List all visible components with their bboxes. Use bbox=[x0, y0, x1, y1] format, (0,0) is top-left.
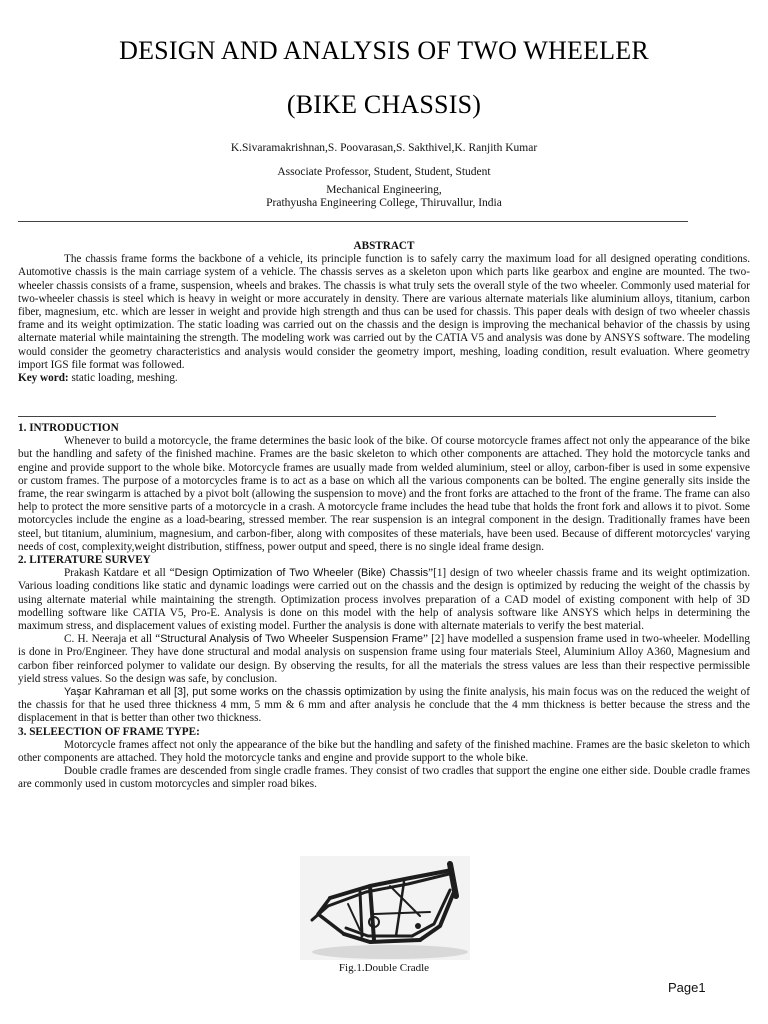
paper-title-line-2: (BIKE CHASSIS) bbox=[286, 90, 482, 119]
college: Prathyusha Engineering College, Thiruvallur, India bbox=[266, 197, 502, 209]
keywords-label: Key word: bbox=[18, 372, 69, 385]
body-sections bbox=[18, 422, 750, 792]
frame-paragraph-2: Double cradle frames are descended from single cradle frames. They consist of two cradles that support the engine one either side. Double cradle frames are commonly used in custom motorcycles and simpler road bikes. bbox=[18, 765, 750, 791]
author-designations: Associate Professor, Student, Student, Student bbox=[277, 166, 491, 178]
chassis-frame-drawing bbox=[300, 856, 470, 960]
survey-paragraph-1 bbox=[18, 567, 750, 633]
survey-p1-title: Design Optimization of Two Wheeler (Bike) Chassis bbox=[174, 567, 429, 580]
survey-p3-lead: Yaşar Kahraman et all [3], put some works on the chassis optimization bbox=[64, 686, 402, 699]
department: Mechanical Engineering, bbox=[326, 184, 442, 196]
abstract-heading: ABSTRACT bbox=[353, 240, 415, 252]
survey-p2-body: ” [2] have modelled a suspension frame used in two-wheeler. Modelling is done in Pro/Engineer. They have done structural and modal analysis on suspension frame using four materials Steel, Aluminium Alloy A360, Magnesium and carbon fiber reinforced polymer to validate our design. By observing the results, for all the materials the stress values are less than their respective permissible yield stress values. So the design was safe, by conclusion. bbox=[18, 633, 750, 685]
frame-heading: 3. SELEECTION OF FRAME TYPE: bbox=[18, 725, 200, 738]
survey-p1-lead: Prakash Katdare et all “ bbox=[64, 567, 175, 580]
authors: K.Sivaramakrishnan,S. Poovarasan,S. Sakthivel,K. Ranjith Kumar bbox=[230, 142, 538, 154]
frame-paragraph-1: Motorcycle frames affect not only the appearance of the bike but the handling and safety of the finished machine. Frames are the basic skeleton to which other components are attached. They hold the motorcycle tanks and engine and provide support to the whole bike. bbox=[18, 738, 750, 765]
abstract-text: The chassis frame forms the backbone of a vehicle, its principle function is to safely carry the maximum load for all designed operating conditions. Automotive chassis is the main carriage system of a vehicle. The chassis serves as a skeleton upon which parts like gearbox and engine are mounted. The two-wheeler chassis consists of a frame, suspension, wheels and brakes. The chassis is what truly sets the overall style of the two wheeler. Commonly used material for two-wheeler chassis is steel which is heavy in weight or more accurately in density. There are various alternate materials like aluminium alloys, titanium, carbon fiber, magnesium, etc. which are lesser in weight and provide high strength and thus can be used for chassis. This paper deals with design of two wheeler chassis frame and its weight optimization. The static loading was carried out on the chassis and the design is improving the mechanical behavior of the chassis by using alternate material while maintaining the strength. The modeling work was carried out by the CATIA V5 and analysis was done by ANSYS software. The modeling would consider the geometry characteristics and analysis would consider the geometry import, meshing, loading condition, result evaluation. Where geometry import IGS file format was followed. bbox=[18, 253, 750, 371]
divider-top bbox=[18, 221, 688, 222]
keywords-text: static loading, meshing. bbox=[68, 372, 178, 385]
paper-title-line-1: DESIGN AND ANALYSIS OF TWO WHEELER bbox=[119, 36, 649, 65]
survey-paragraph-2 bbox=[18, 633, 750, 686]
survey-p2-lead: C. H. Neeraja et all “ bbox=[64, 633, 161, 646]
divider-bottom bbox=[18, 416, 716, 417]
double-cradle-frame-image bbox=[300, 856, 470, 960]
survey-p2-title: Structural Analysis of Two Wheeler Suspension Frame bbox=[160, 633, 423, 646]
survey-p3-body: by using the finite analysis, his main focus was on the reduced the weight of the chassis for that he used three thickness 4 mm, 5 mm & 6 mm and after analysis he conclude that the 4 mm thickness is better because the stress and the displacement in that is better than other two thickness. bbox=[18, 686, 750, 725]
figure-caption: Fig.1.Double Cradle bbox=[338, 962, 430, 974]
intro-heading: 1. INTRODUCTION bbox=[18, 422, 119, 434]
keywords-line bbox=[18, 372, 750, 385]
survey-paragraph-3 bbox=[18, 686, 750, 726]
page-number: Page1 bbox=[668, 980, 706, 995]
survey-p1-body: ”[1] design of two wheeler chassis frame and its weight optimization. Various loading conditions like static and dynamic loadings were carried out on the chassis and the design is optimized by reducing the weight of the chassis by using alternate material while maintaining the strength. Optimization process involves preparation of a CAD model of existing component with help of 3D modelling software like CATIA V5, Pro-E. Analysis is done on this model with the help of analysis software like ANSYS which helps in determining the maximum stress, and displacement values of existing model. Further the analysis is done with alternate materials to verify the best material. bbox=[18, 567, 750, 633]
abstract-section bbox=[18, 240, 750, 385]
survey-heading: 2. LITERATURE SURVEY bbox=[18, 554, 151, 567]
intro-text: Whenever to build a motorcycle, the frame determines the basic look of the bike. Of course motorcycle frames affect not only the appearance of the bike but the handling and safety of the finished machine. Frames are the basic skeleton to which other components are attached. They hold the motorcycle tanks and engine and provide support to the whole bike. Motorcycle frames are usually made from welded aluminium, steel or alloy, carbon-fiber is used in some expensive or custom frames. The purpose of a motorcycles frame is to act as a base on which all the various components can be bolted. The engine generally sits inside the frame, the rear swingarm is attached by a pivot bolt (allowing the suspension to move) and the front forks are attached to the front of the frame. The frame can also help to protect the more sensitive parts of a motorcycle in a crash. A motorcycle frame includes the head tube that holds the front fork and allows it to pivot. Some motorcycles include the engine as a load-bearing, stressed member. The rear suspension is an integral component in the design. Traditionally frames have been steel, but titanium, aluminium, magnesium, and carbon-fiber, along with composites of these materials, have been used. Because of different motorcycles' varying needs of cost, complexity,weight distribution, stiffness, power output and speed, there is no single ideal frame design. bbox=[18, 435, 750, 553]
